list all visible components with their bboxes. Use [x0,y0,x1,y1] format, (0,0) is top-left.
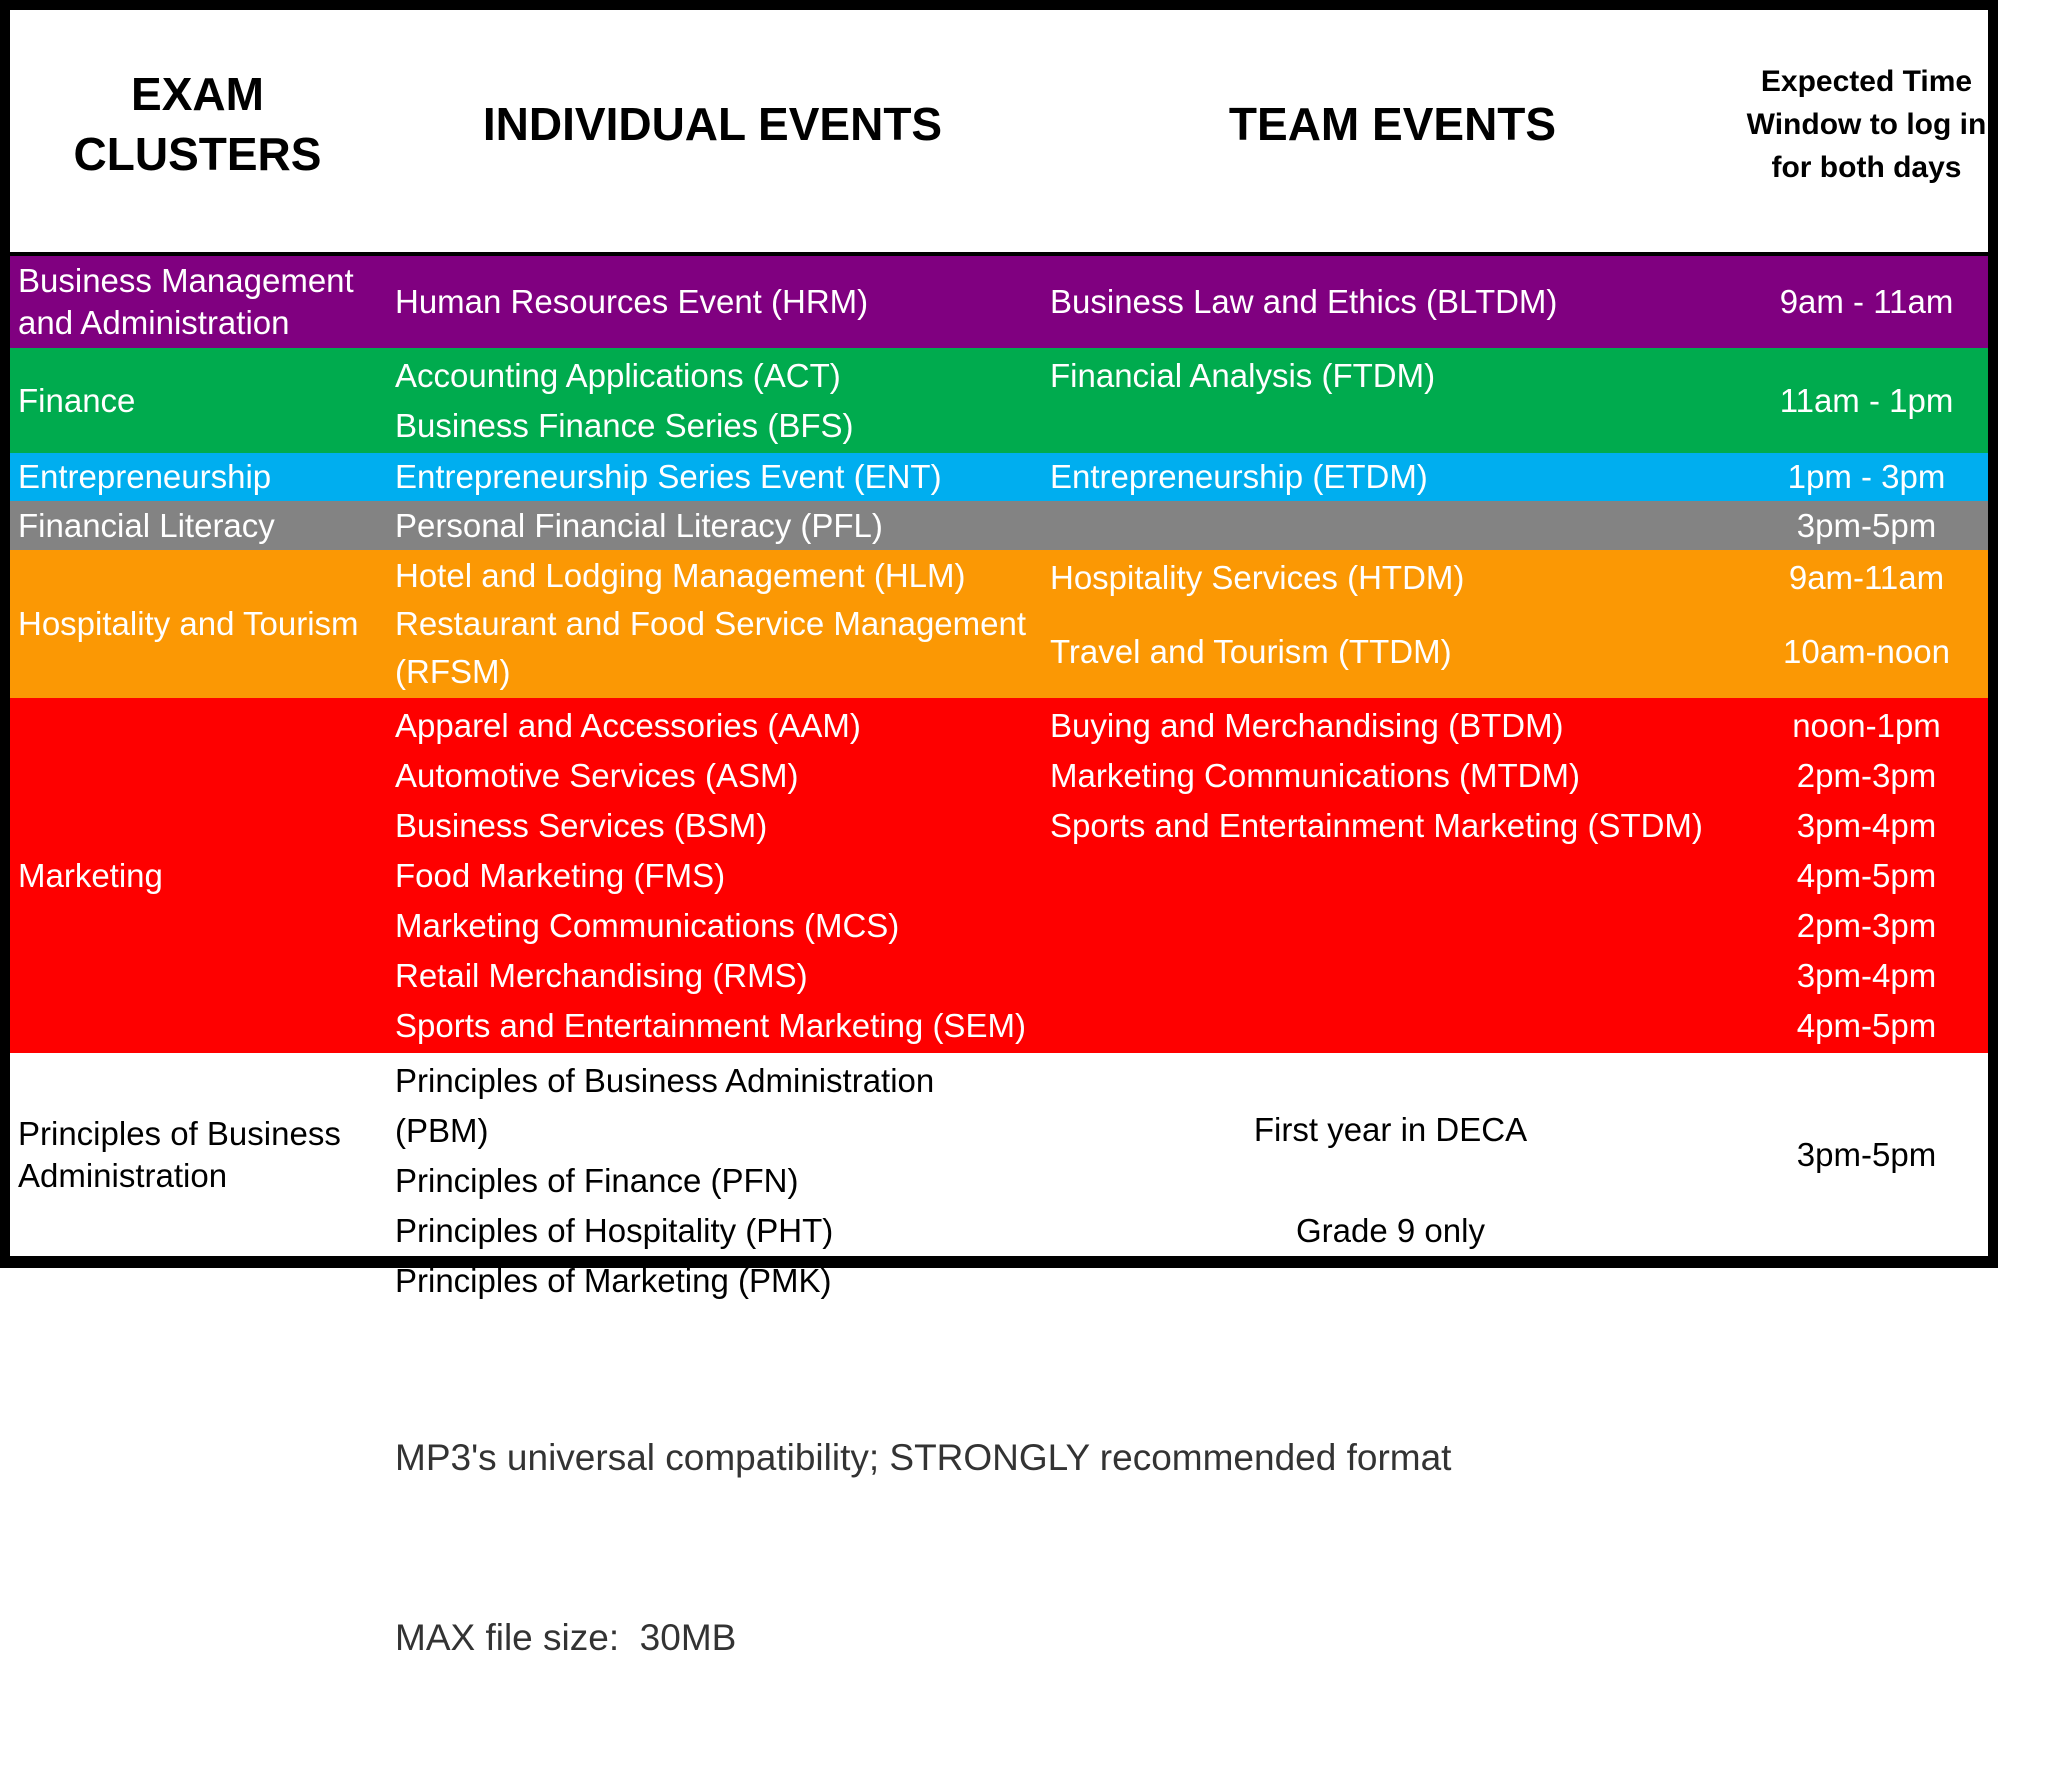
time-item: 11am - 1pm [1779,381,1954,419]
event-item: Business Services (BSM) [395,807,768,844]
team-events-cell-empty [1040,501,1745,550]
event-item: Sports and Entertainment Marketing (STDM) [1050,807,1703,844]
team-events-cell [1040,698,1745,1053]
time-item: 4pm-5pm [1796,1007,1937,1044]
event-item: Entrepreneurship Series Event (ENT) [395,458,942,495]
event-item: Apparel and Accessories (AAM) [395,707,861,744]
time-item: noon-1pm [1792,707,1941,744]
individual-events-cell [385,501,1040,550]
event-item: Retail Merchandising (RMS) [395,957,808,994]
event-item: Food Marketing (FMS) [395,857,726,894]
event-item: Marketing Communications (MCS) [395,907,900,944]
cluster-label: Finance [18,381,136,419]
event-item: Principles of Finance (PFN) [395,1162,799,1199]
individual-events-cell [385,1053,1040,1299]
header-exam-clusters [10,10,385,256]
time-cell [1745,1053,1988,1256]
event-item: Hospitality Services (HTDM) [1050,559,1465,596]
header-time-window-label: Expected Time Window to log in for both days [1746,64,1987,184]
footer-line-format: MP3's universal compatibility; STRONGLY recommended format [395,1437,1452,1478]
cluster-label: Hospitality and Tourism [18,605,359,642]
cluster-label: Principles of Business Administration [18,1114,341,1194]
event-item: Travel and Tourism (TTDM) [1050,633,1452,670]
event-item: Grade 9 only [1296,1212,1485,1249]
cluster-label: Business Management and Administration [18,262,354,341]
cluster-cell [10,550,385,698]
event-item: Hotel and Lodging Management (HLM) [395,557,966,594]
cluster-cell [10,501,385,550]
header-time-window [1745,10,1988,256]
footer-line-filesize: MAX file size: 30MB [395,1617,737,1658]
cluster-cell [10,1053,385,1256]
individual-events-cell [385,453,1040,501]
time-item: 3pm-5pm [1796,1135,1937,1173]
cluster-label: Marketing [18,856,163,894]
time-item: 1pm - 3pm [1787,458,1946,495]
event-item: Human Resources Event (HRM) [395,283,869,320]
cluster-cell [10,348,385,453]
header-exam-clusters-label: EXAM CLUSTERS [73,68,322,180]
time-item: 3pm-4pm [1796,807,1937,844]
individual-events-cell [385,550,1040,698]
cluster-label: Financial Literacy [18,506,275,544]
time-item: 2pm-3pm [1796,907,1937,944]
team-events-cell [1040,348,1745,453]
time-cell [1745,348,1988,453]
event-item: Accounting Applications (ACT) [395,356,841,394]
time-item: 9am - 11am [1779,283,1954,320]
time-cell [1745,256,1988,348]
event-item: Financial Analysis (FTDM) [1050,357,1436,394]
header-team-events: TEAM EVENTS [1040,10,1745,256]
event-item: Buying and Merchandising (BTDM) [1050,707,1564,744]
event-item: Principles of Hospitality (PHT) [395,1212,834,1249]
individual-events-cell [385,348,1040,453]
header-individual-events: INDIVIDUAL EVENTS [385,10,1040,256]
event-item: Business Finance Series (BFS) [395,406,854,444]
time-cell [1745,453,1988,501]
cluster-cell [10,256,385,348]
individual-events-cell [385,256,1040,348]
team-events-cell [1040,453,1745,501]
cluster-cell [10,698,385,1053]
time-item: 4pm-5pm [1796,857,1937,894]
event-item: Sports and Entertainment Marketing (SEM) [395,1007,1026,1044]
cluster-label: Entrepreneurship [18,458,272,495]
event-item: Personal Financial Literacy (PFL) [395,506,883,544]
team-events-cell [1040,1053,1745,1256]
time-item: 3pm-5pm [1796,506,1937,544]
event-item: Principles of Marketing (PMK) [395,1262,832,1299]
time-cell [1745,501,1988,550]
time-item: 10am-noon [1783,633,1950,670]
event-item: First year in DECA [1253,1111,1528,1148]
event-item: Business Law and Ethics (BLTDM) [1050,283,1558,320]
time-item: 2pm-3pm [1796,757,1937,794]
table-grid [10,10,1988,1299]
time-item: 9am-11am [1788,559,1945,596]
time-cell [1745,550,1988,698]
event-item: Entrepreneurship (ETDM) [1050,458,1428,495]
time-cell [1745,698,1988,1053]
event-item: Marketing Communications (MTDM) [1050,757,1580,794]
event-item: Principles of Business Administration (PBM) [395,1062,935,1149]
team-events-cell [1040,256,1745,348]
time-item: 3pm-4pm [1796,957,1937,994]
team-events-cell [1040,550,1745,698]
event-item: Automotive Services (ASM) [395,757,799,794]
event-item: Restaurant and Food Service Management (RFSM) [395,605,1027,690]
cluster-cell [10,453,385,501]
footer-note [395,1308,1451,1788]
individual-events-cell [385,698,1040,1053]
